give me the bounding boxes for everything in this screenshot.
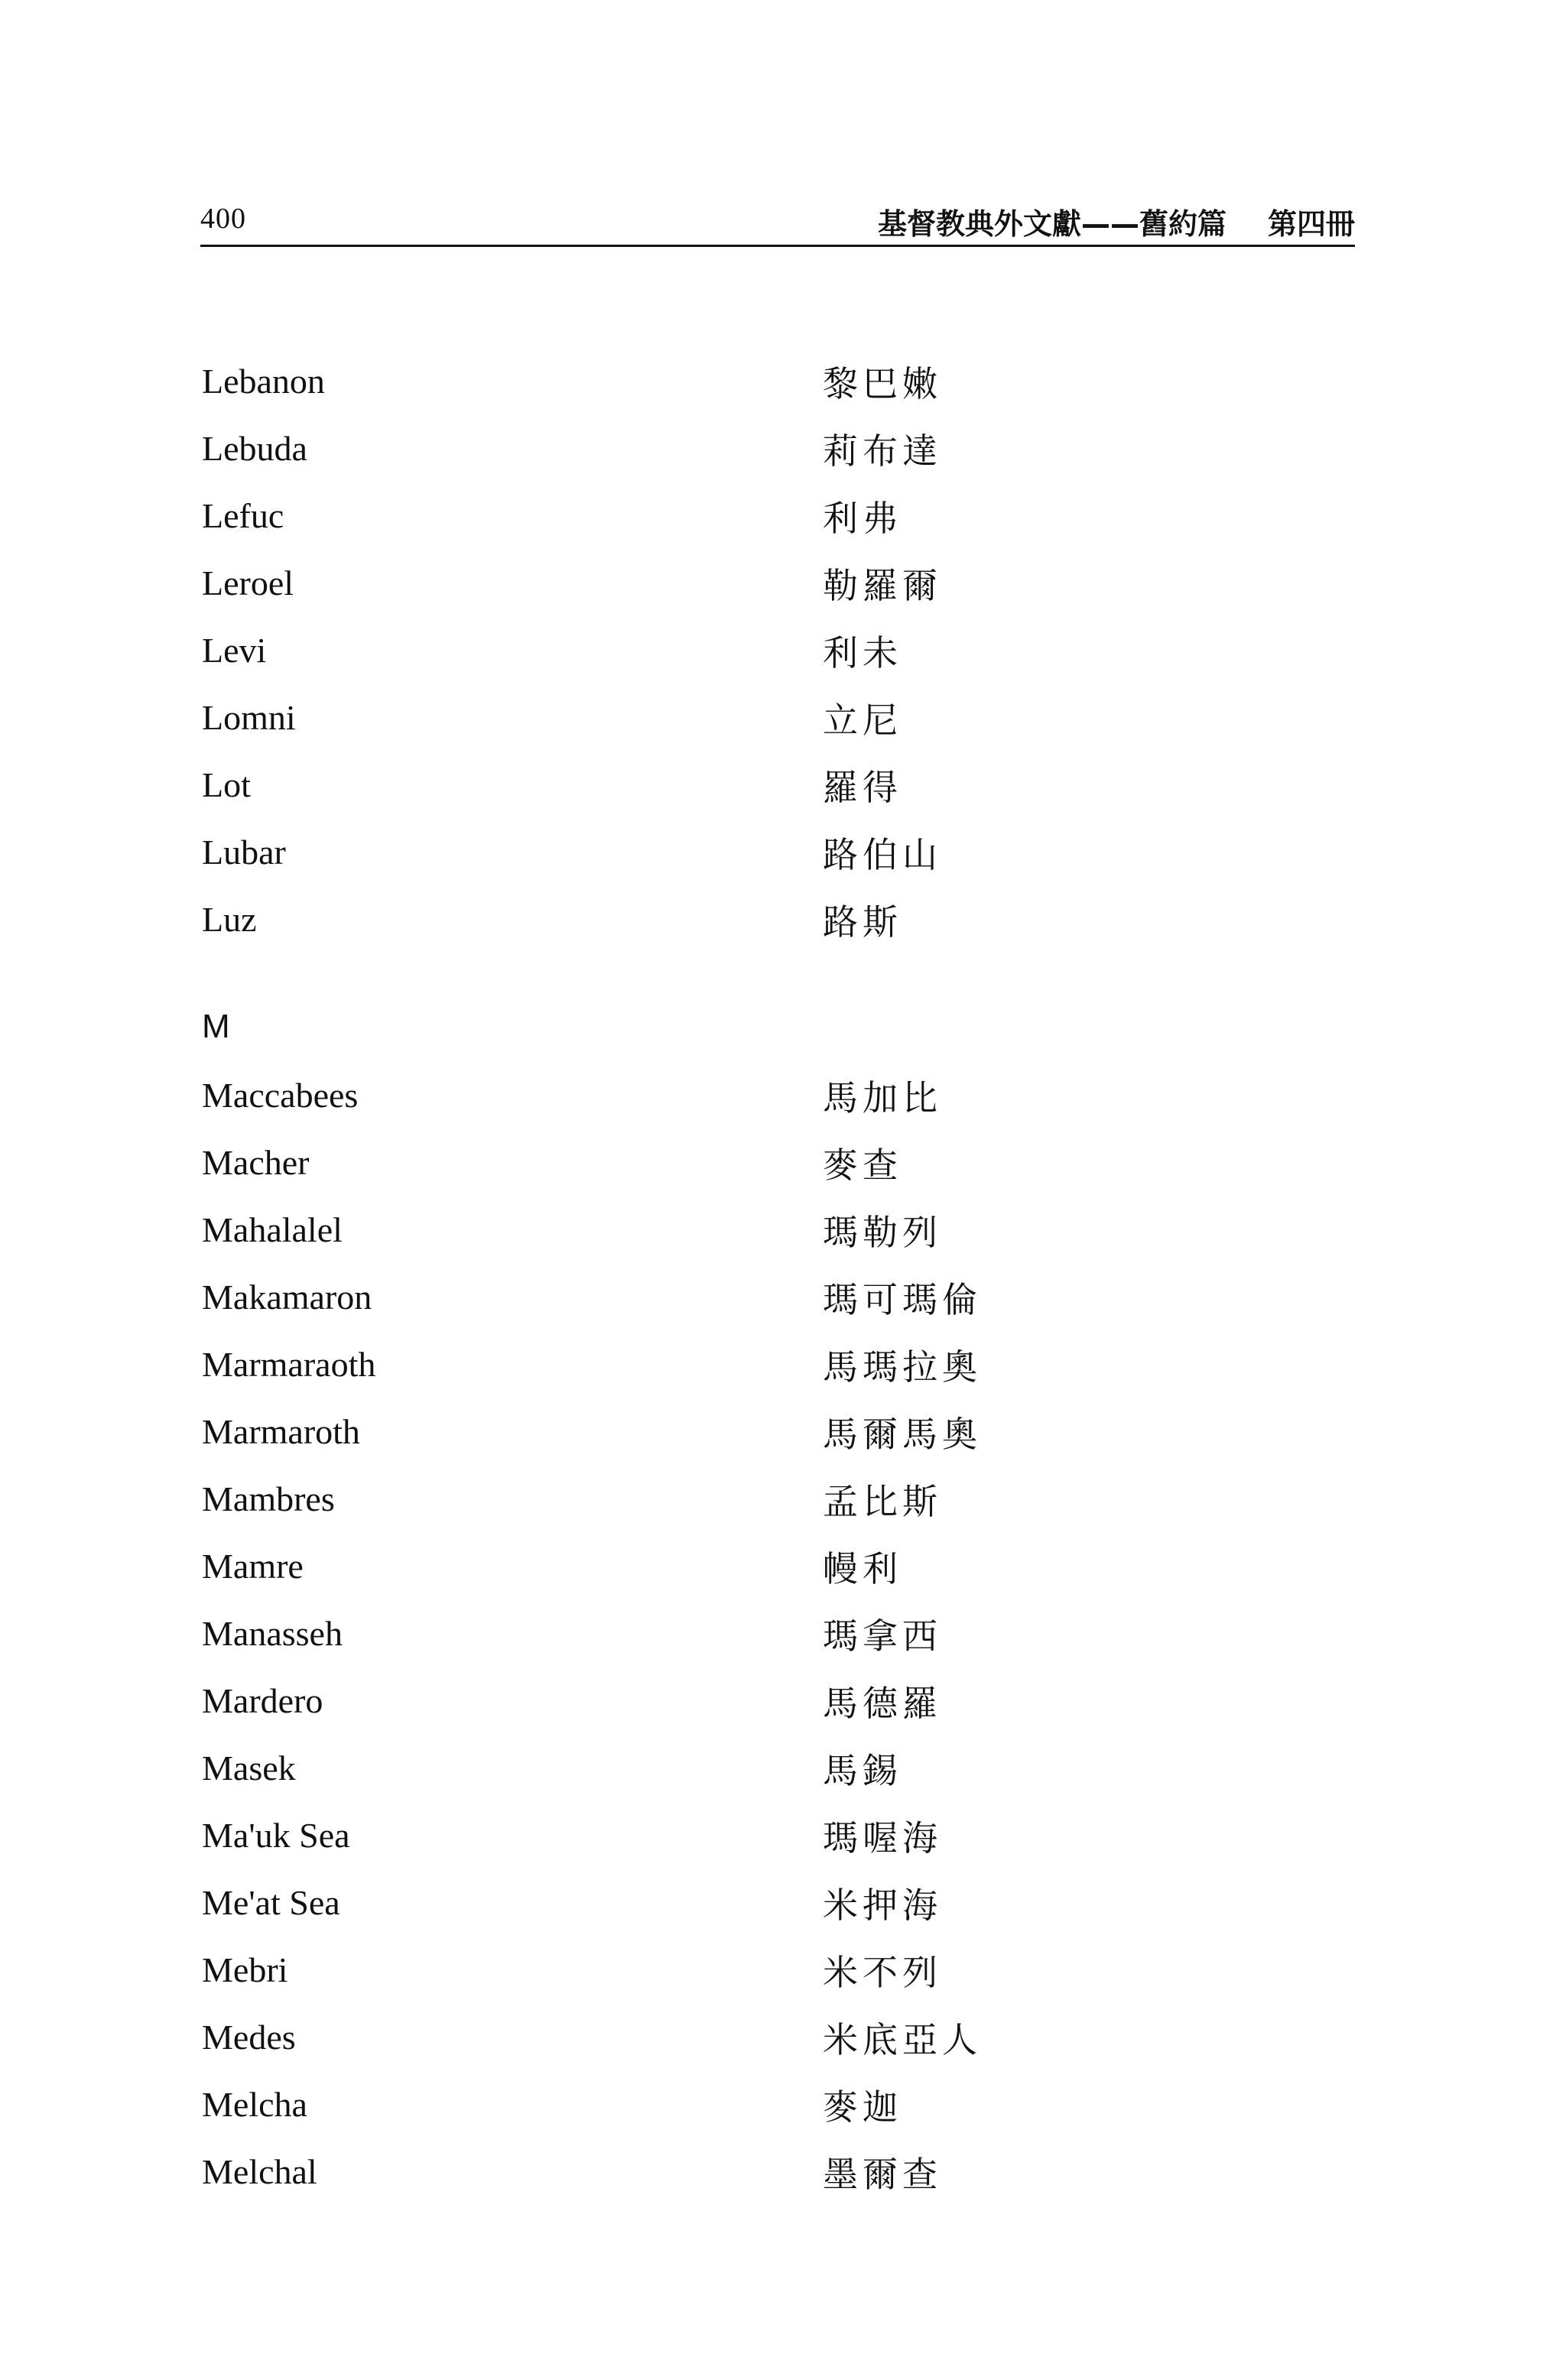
glossary-entry [0, 1680, 1566, 1734]
chinese-term: 墨爾查 [823, 2154, 942, 2195]
glossary-entry [0, 832, 1566, 885]
chinese-term: 立尼 [823, 700, 902, 741]
english-term: Medes [202, 2018, 296, 2057]
glossary-entry [0, 2084, 1566, 2138]
chinese-term: 利未 [823, 632, 902, 674]
running-header [200, 200, 1355, 247]
english-term: Levi [202, 631, 267, 670]
glossary-entry [0, 899, 1566, 953]
english-term: Melchal [202, 2152, 317, 2191]
glossary-entry [0, 1075, 1566, 1128]
english-term: Macher [202, 1143, 310, 1182]
glossary-entry [0, 697, 1566, 751]
chinese-term: 利弗 [823, 498, 902, 539]
chinese-term: 幔利 [823, 1548, 902, 1589]
english-term: Mamre [202, 1547, 304, 1586]
english-term: Marmaraoth [202, 1345, 376, 1384]
chinese-term: 馬加比 [823, 1077, 942, 1119]
glossary-entry [0, 1142, 1566, 1196]
glossary-entry [0, 630, 1566, 683]
glossary-entry [0, 1479, 1566, 1532]
chinese-term: 瑪勒列 [823, 1212, 942, 1253]
chinese-term: 孟比斯 [823, 1481, 942, 1522]
chinese-term: 米押海 [823, 1885, 942, 1926]
glossary-entry [0, 2151, 1566, 2205]
english-term: Ma'uk Sea [202, 1816, 350, 1855]
glossary-entry [0, 1815, 1566, 1869]
english-term: Mambres [202, 1479, 335, 1518]
english-term: Maccabees [202, 1076, 359, 1115]
english-term: Masek [202, 1748, 296, 1787]
english-term: Marmaroth [202, 1412, 360, 1451]
glossary-entry [0, 428, 1566, 482]
chinese-term: 瑪拿西 [823, 1615, 942, 1657]
english-term: Mebri [202, 1950, 288, 1989]
glossary-entry [0, 1277, 1566, 1330]
page-number: 400 [200, 203, 246, 235]
section-heading-m: M [202, 1008, 230, 1045]
chinese-term: 瑪喔海 [823, 1817, 942, 1859]
english-term: Lefuc [202, 496, 284, 535]
english-term: Makamaron [202, 1278, 372, 1317]
english-term: Leroel [202, 563, 294, 602]
chinese-term: 麥迦 [823, 2086, 902, 2128]
chinese-term: 馬瑪拉奧 [823, 1346, 982, 1388]
chinese-term: 米不列 [823, 1952, 942, 1993]
glossary-entry [0, 1748, 1566, 1801]
english-term: Me'at Sea [202, 1883, 340, 1922]
english-term: Lebanon [202, 362, 325, 401]
glossary-entry [0, 1882, 1566, 1936]
english-term: Mahalalel [202, 1210, 343, 1249]
chinese-term: 羅得 [823, 767, 902, 808]
english-term: Manasseh [202, 1614, 343, 1653]
glossary-entry [0, 563, 1566, 616]
glossary-entry [0, 495, 1566, 549]
chinese-term: 黎巴嫩 [823, 363, 942, 404]
glossary-entry [0, 1209, 1566, 1263]
glossary-entry [0, 1411, 1566, 1465]
english-term: Luz [202, 900, 257, 939]
chinese-term: 莉布達 [823, 430, 942, 472]
glossary-entry [0, 765, 1566, 818]
chinese-term: 馬爾馬奧 [823, 1414, 982, 1455]
english-term: Lebuda [202, 429, 307, 468]
english-term: Lomni [202, 698, 296, 737]
chinese-term: 米底亞人 [823, 2019, 982, 2060]
chinese-term: 勒羅爾 [823, 565, 942, 606]
chinese-term: 馬錫 [823, 1750, 902, 1791]
glossary-entry [0, 1950, 1566, 2003]
chinese-term: 路斯 [823, 901, 902, 943]
english-term: Melcha [202, 2085, 307, 2124]
glossary-entry [0, 1546, 1566, 1599]
book-title: 基督教典外文獻——舊約篇 [877, 207, 1226, 241]
chinese-term: 瑪可瑪倫 [823, 1279, 982, 1320]
chinese-term: 路伯山 [823, 834, 942, 875]
volume-label: 第四冊 [1267, 207, 1355, 241]
english-term: Mardero [202, 1681, 323, 1720]
chinese-term: 馬德羅 [823, 1683, 942, 1724]
english-term: Lot [202, 765, 251, 804]
glossary-entry [0, 361, 1566, 414]
english-term: Lubar [202, 833, 286, 872]
running-title [878, 200, 1355, 242]
glossary-entry [0, 1344, 1566, 1398]
chinese-term: 麥查 [823, 1145, 902, 1186]
glossary-entry [0, 2017, 1566, 2070]
glossary-entry [0, 1613, 1566, 1667]
